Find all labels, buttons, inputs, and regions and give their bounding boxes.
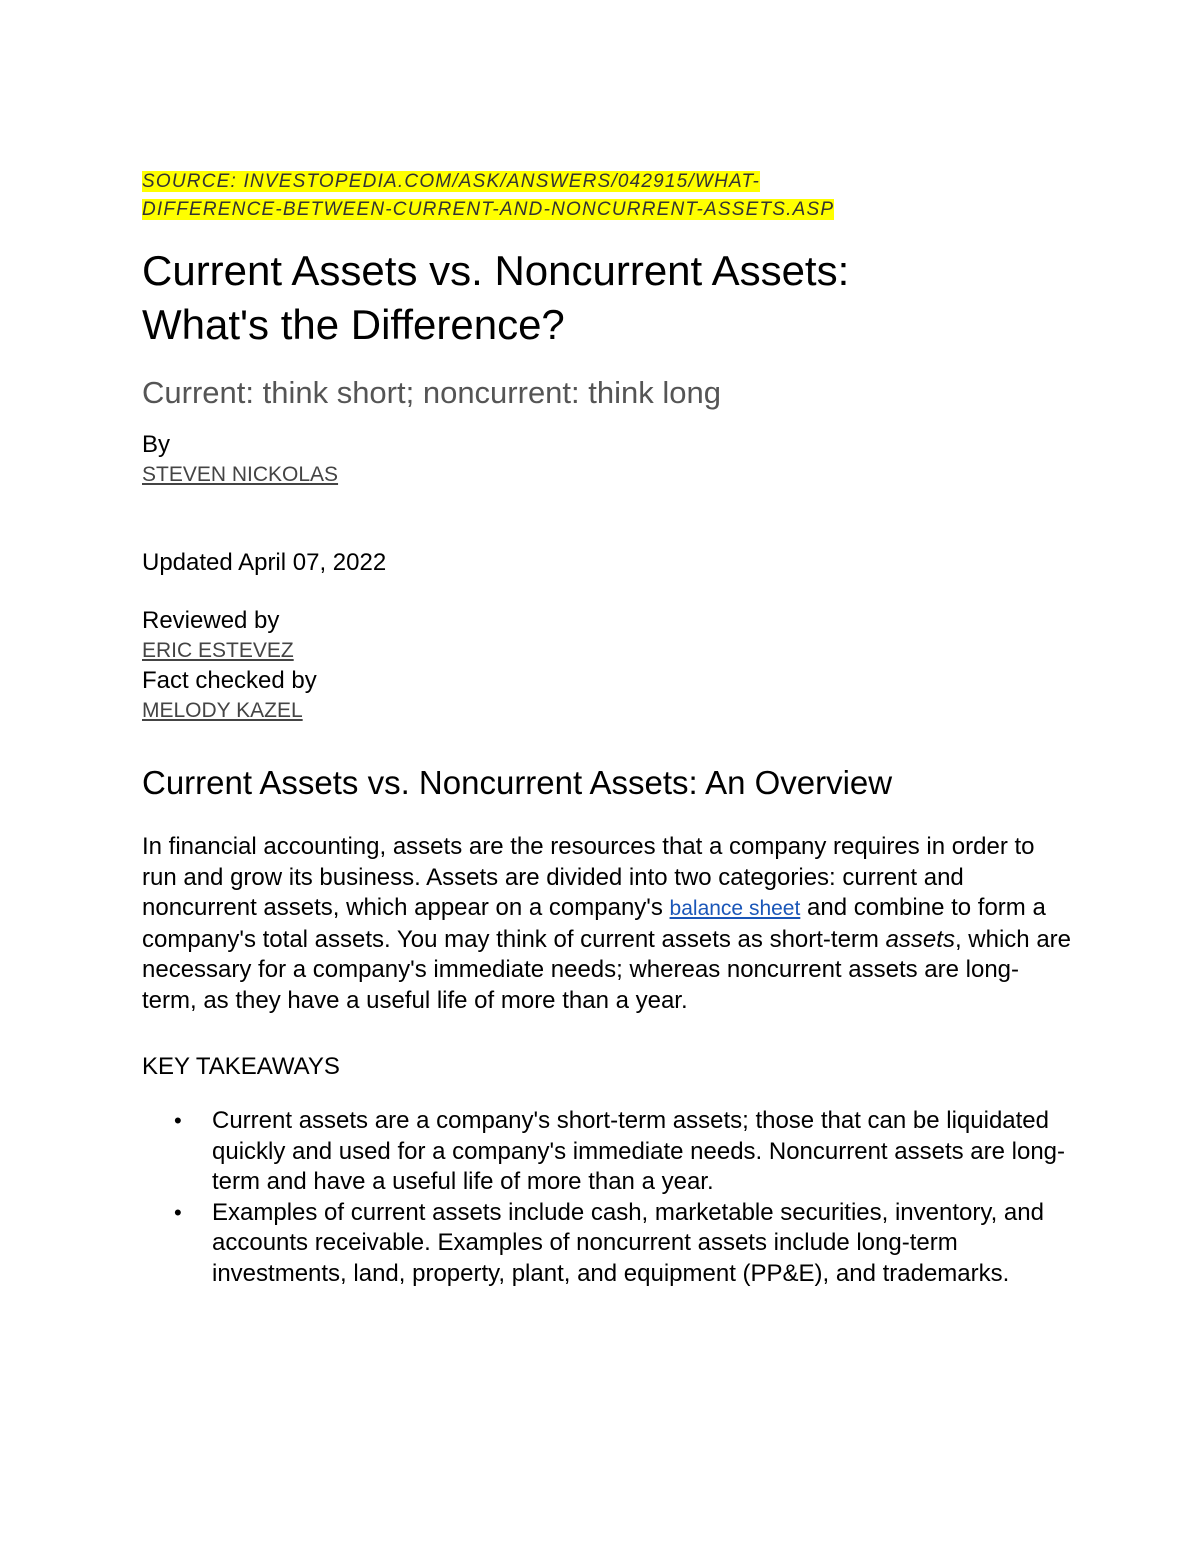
overview-italic-text: assets xyxy=(885,925,955,953)
key-takeaways-heading: KEY TAKEAWAYS xyxy=(142,1053,340,1080)
document-page xyxy=(142,168,1072,1289)
overview-text-1: In financial accounting, assets are the resources that a company requires in order to run and grow its business. Assets are divided into two categories: current and noncurrent assets, which appear on a company's xyxy=(142,833,1035,921)
title-line-1: Current Assets vs. Noncurrent Assets: xyxy=(142,247,850,294)
bullet-icon: • xyxy=(174,1108,182,1133)
fact-checked-by-label: Fact checked by xyxy=(142,667,317,694)
balance-sheet-link[interactable]: balance sheet xyxy=(669,897,801,920)
source-line-1: SOURCE: INVESTOPEDIA.COM/ASK/ANSWERS/042915/WHAT- xyxy=(142,171,761,192)
reviewed-by-label: Reviewed by xyxy=(142,607,280,634)
author-link[interactable]: STEVEN NICKOLAS xyxy=(142,463,339,486)
source-citation xyxy=(142,168,1072,224)
byline-label: By xyxy=(142,431,171,458)
overview-heading: Current Assets vs. Noncurrent Assets: An Overview xyxy=(142,764,893,801)
list-item-text: Current assets are a company's short-term assets; those that can be liquidated quickly and used for a company's immediate needs. Noncurrent assets are long-term and have a useful life of more than a year. xyxy=(212,1107,1066,1195)
overview-paragraph xyxy=(142,832,1072,1016)
title-line-2: What's the Difference? xyxy=(142,301,565,348)
updated-date: Updated April 07, 2022 xyxy=(142,549,387,576)
list-item xyxy=(174,1198,1072,1290)
article-title xyxy=(142,244,1072,352)
list-item-text: Examples of current assets include cash, marketable securities, inventory, and accounts receivable. Examples of noncurrent assets include long-term investments, land, property, plant, and equipment (PP&E), and trademarks. xyxy=(212,1198,1044,1287)
bullet-icon: • xyxy=(174,1199,182,1225)
article-subtitle: Current: think short; noncurrent: think long xyxy=(142,375,721,410)
source-line-2: DIFFERENCE-BETWEEN-CURRENT-AND-NONCURRENT-ASSETS.ASP xyxy=(142,199,835,220)
factchecker-link[interactable]: MELODY KAZEL xyxy=(142,699,303,722)
overview-text-2: and combine to form a company's total assets. You may think of current assets as short-term xyxy=(142,894,1046,953)
key-takeaways-list xyxy=(142,1106,1072,1289)
reviewer-link[interactable]: ERIC ESTEVEZ xyxy=(142,639,294,662)
list-item xyxy=(174,1106,1072,1198)
overview-text-3: , which are necessary for a company's immediate needs; whereas noncurrent assets are long-term, as they have a useful life of more than a year. xyxy=(142,925,1072,1014)
